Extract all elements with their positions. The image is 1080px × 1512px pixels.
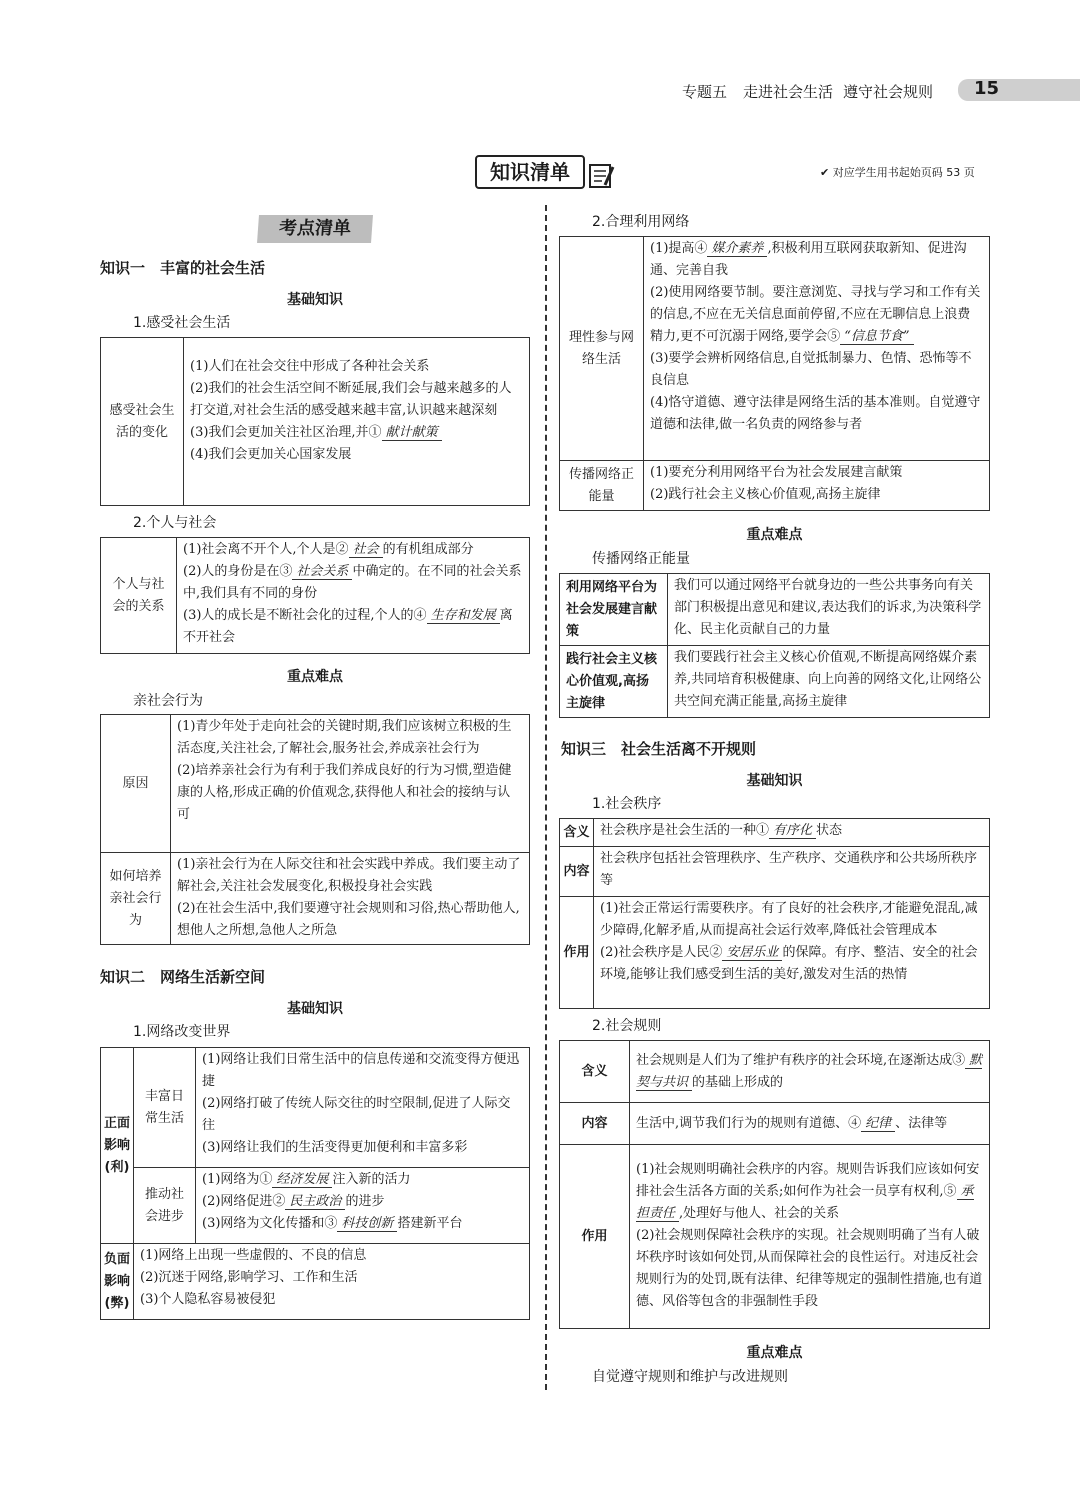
row-head-rational: 理性参与网络生活 — [560, 237, 644, 461]
change-cell: (1)人们在社会交往中形成了各种社会关系 (2)我们的社会生活空间不断延展,我们会与越来越多的人打交道,对社会生活的感受越来越丰富,认识越来越深刻 (3)我们会更加关注社区治理,并① 献计献策 (4)我们会更加关心国家发展 — [184, 338, 530, 506]
blank-k2-5: “信息节食” — [840, 329, 913, 345]
row-head-change: 感受社会生活的变化 — [101, 338, 184, 506]
blank-k3-1: 有序化 — [769, 823, 816, 839]
blank-1: 献计献策 — [382, 425, 442, 441]
row-head-how: 如何培养亲社会行为 — [101, 853, 171, 945]
k3-basic-heading: 基础知识 — [746, 773, 803, 789]
row-head-negative: 负面影响(弊) — [101, 1244, 134, 1320]
blank-k3-4: 纪律 — [861, 1116, 895, 1132]
blank-2: 社会 — [349, 542, 383, 558]
header-title-1: 走进社会生活 — [743, 82, 834, 101]
rule-head-content: 内容 — [560, 1103, 630, 1145]
blank-k2-1: 经济发展 — [272, 1172, 332, 1188]
k2-sub-2: 2.合理利用网络 — [592, 214, 690, 230]
order-head-meaning: 含义 — [560, 819, 594, 847]
k1-basic-heading: 基础知识 — [287, 292, 343, 308]
k3-sub-3: 自觉遵守规则和维护与改进规则 — [592, 1369, 788, 1385]
k3-heading: 知识三 社会生活离不开规则 — [561, 740, 757, 758]
blank-3: 社会关系 — [292, 564, 352, 580]
blank-k3-2: 安居乐业 — [722, 945, 782, 961]
running-header — [682, 78, 1000, 104]
table-use-network: 理性参与网络生活 (1)提高④ 媒介素养 ,积极利用互联网获取新知、促进沟通、完善自我 (2)使用网络要节制。要注意浏览、寻找与学习和工作有关的信息,不应在无关信息面前停留,不应在无聊信息上浪费精力,更不可沉溺于网络,要学会⑤ “信息节食” (3)要学会辨析网络信息,自觉抵制暴力、色情、恐怖等不良信息 (4)恪守道德、遵守法律是网络生活的基本准则。自觉遵守道德和法律,做一名负责的网络参与者 传播网络正能量 (1)要充分利用网络平台为社会发展建言献策 (2)践行社会主义核心价值观,高扬主旋律 — [559, 236, 990, 511]
blank-k3-5: 承担责任 — [636, 1184, 974, 1221]
section-badge: 考点清单 — [257, 215, 373, 243]
order-head-effect: 作用 — [560, 897, 594, 1009]
k3-sub-2: 2.社会规则 — [592, 1018, 662, 1034]
table-network-change: 正面影响(利) 丰富日常生活 (1)网络让我们日常生活中的信息传递和交流变得方便迅捷 (2)网络打破了传统人际交往的时空限制,促进了人际交往 (3)网络让我们的生活变得更加便利和丰富多彩 推动社会进步 (1)网络为① 经济发展 注入新的活力 (2)网络促进② 民主政治 的进步 (3)网络为文化传播和③ 科技创新 搭建新平台 负面影响(弊) (1)网络上出现一些虚假的、不良的信息 (2)沉迷于网络,影响学习、工作和生活 (3)个人隐私容易被侵犯 — [100, 1047, 530, 1320]
table-feel-social-life — [100, 337, 530, 506]
table-social-order: 含义 社会秩序是社会生活的一种① 有序化 状态 内容 社会秩序包括社会管理秩序、生产秩序、交通秩序和公共场所秩序等 作用 (1)社会正常运行需要秩序。有了良好的社会秩序,才能避免混乱,减少障碍,化解矛盾,从而提高社会运行效率,降低社会管理成本 (2)社会秩序是人民② 安居乐业 的保障。有序、整洁、安全的社会环境,能够让我们感受到生活的美好,激发对生活的热情 — [559, 818, 990, 1009]
rule-head-meaning: 含义 — [560, 1041, 630, 1103]
book-reference-note: ✔ 对应学生用书起始页码 53 页 — [820, 166, 975, 179]
blank-k2-2: 民主政治 — [285, 1194, 345, 1210]
blank-k2-4: 媒介素养 — [707, 241, 767, 257]
notepad-icon — [587, 161, 617, 191]
header-section: 专题五 — [682, 82, 728, 101]
table-social-rules: 含义 社会规则是人们为了维护有秩序的社会环境,在逐渐达成③ 默契与共识 的基础上形成的 内容 生活中,调节我们行为的规则有道德、④ 纪律 、法律等 作用 (1)社会规则明确社会秩序的内容。规则告诉我们应该如何安排社会生活各方面的关系;如何作为社会一员享有权利,⑤ 承担责任 ,处理好与他人、社会的关系 (2)社会规则保障社会秩序的实现。社会规则明确了当有人破坏秩序时该如何处罚,从而保障社会的良性运行。对违反社会规则行为的处罚,既有法律、纪律等规定的强制性措施,也有道德、风俗等包含的非强制性手段 — [559, 1040, 990, 1329]
k2-sub-1: 1.网络改变世界 — [133, 1024, 231, 1040]
blank-k3-3: 默契与共识 — [636, 1052, 983, 1090]
blank-4: 生存和发展 — [427, 608, 500, 624]
k2-basic-heading: 基础知识 — [287, 1001, 343, 1017]
k2-heading: 知识二 网络生活新空间 — [100, 968, 266, 986]
check-circle-icon: ✔ — [820, 166, 830, 179]
table-individual-society — [100, 537, 530, 654]
k1-key-heading: 重点难点 — [287, 669, 343, 685]
k1-heading: 知识一 丰富的社会生活 — [100, 259, 266, 277]
order-head-content: 内容 — [560, 847, 594, 897]
k2-sub-3: 传播网络正能量 — [592, 551, 690, 567]
k1-sub-1: 1.感受社会生活 — [133, 315, 231, 331]
row-head-reason: 原因 — [101, 715, 171, 853]
row-head-positive: 正面影响(利) — [101, 1048, 134, 1244]
k3-sub-1: 1.社会秩序 — [592, 796, 662, 812]
k3-key-heading: 重点难点 — [746, 1345, 803, 1361]
page-title: 知识清单 — [475, 155, 585, 189]
table-prosocial: 原因 (1)青少年处于走向社会的关键时期,我们应该树立积极的生活态度,关注社会,了解社会,服务社会,养成亲社会行为 (2)培养亲社会行为有利于我们养成良好的行为习惯,塑造健康的人格,形成正确的价值观念,获得他人和社会的接纳与认可 如何培养亲社会行为 (1)亲社会行为在人际交往和社会实践中养成。我们要主动了解社会,关注社会发展变化,积极投身社会实践 (2)在社会生活中,我们要遵守社会规则和习俗,热心帮助他人,想他人之所想,急他人之所急 — [100, 714, 530, 945]
page-title-block — [475, 155, 605, 191]
k1-sub-2: 2.个人与社会 — [133, 515, 217, 531]
row-head-relation: 个人与社会的关系 — [101, 538, 177, 654]
row-head-push: 推动社会进步 — [134, 1168, 196, 1244]
k2-key-heading: 重点难点 — [746, 527, 803, 543]
column-divider — [545, 205, 547, 1390]
k1-sub-3: 亲社会行为 — [133, 693, 203, 709]
rule-head-effect: 作用 — [560, 1145, 630, 1329]
row-head-practice: 践行社会主义核心价值观,高扬主旋律 — [560, 646, 668, 718]
table-positive-energy: 利用网络平台为社会发展建言献策 我们可以通过网络平台就身边的一些公共事务向有关部门积极提出意见和建议,表达我们的诉求,为决策科学化、民主化贡献自己的力量 践行社会主义核心价值观,高扬主旋律 我们要践行社会主义核心价值观,不断提高网络媒介素养,共同培育积极健康、向上向善的网络文化,让网络公共空间充满正能量,高扬主旋律 — [559, 573, 990, 718]
row-head-suggest: 利用网络平台为社会发展建言献策 — [560, 574, 668, 646]
header-title-2: 遵守社会规则 — [843, 82, 934, 101]
row-head-rich: 丰富日常生活 — [134, 1048, 196, 1168]
blank-k2-3: 科技创新 — [337, 1216, 397, 1232]
row-head-spread: 传播网络正能量 — [560, 461, 644, 511]
page-number: 15 — [974, 78, 1000, 99]
relation-cell: (1)社会离不开个人,个人是② 社会 的有机组成部分 (2)人的身份是在③ 社会关系 中确定的。在不同的社会关系中,我们具有不同的身份 (3)人的成长是不断社会化的过程,个人的④ 生存和发展 离不开社会 — [177, 538, 530, 654]
